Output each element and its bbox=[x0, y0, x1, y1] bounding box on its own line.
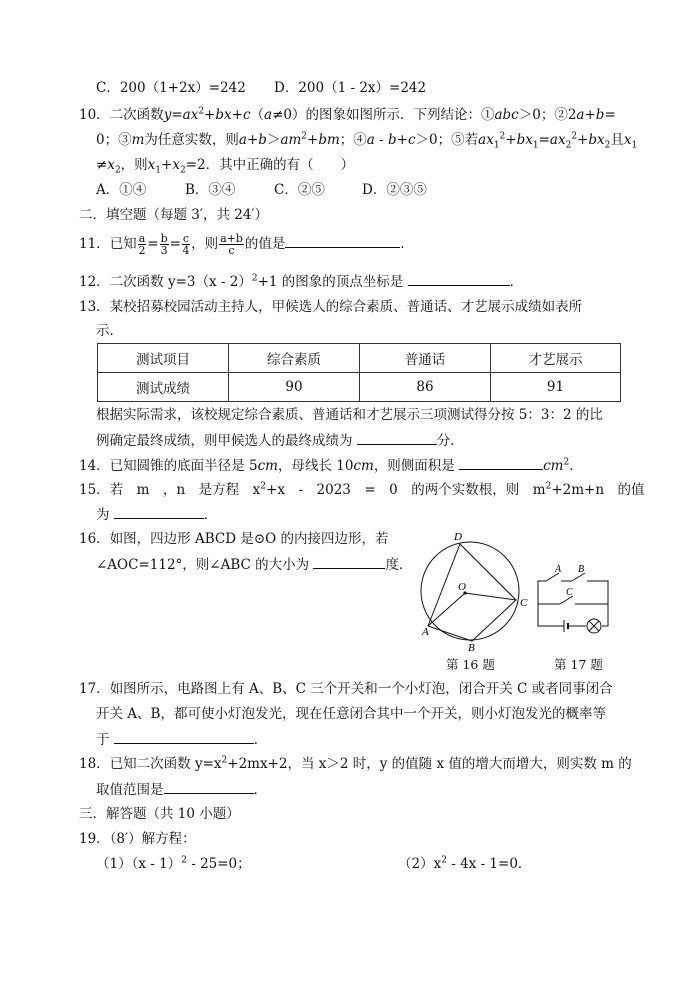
section-3-title: 三．解答题（共 10 小题） bbox=[79, 806, 240, 822]
q18-line2: 取值范围是 ． bbox=[96, 782, 267, 798]
table-cell: 90 bbox=[229, 373, 360, 402]
table-cell: 91 bbox=[491, 373, 621, 402]
fraction-b-3: $\frac{b}{3}$ bbox=[160, 232, 168, 257]
q10-line1: 10．二次函数$y=ax^2+bx+c(a\ne 0)$的图象如图所示．下列结论：①abc＞0；②2a+b= bbox=[79, 106, 616, 123]
figure-16-caption: 第 16 题 bbox=[446, 657, 495, 672]
q13-line2: 示． bbox=[96, 323, 123, 339]
label-c: C bbox=[520, 597, 528, 609]
fraction-c-4: $\frac{c}{4}$ bbox=[182, 232, 190, 257]
q9-option-c: C．200（1+2x）=242 bbox=[96, 80, 246, 96]
fraction-ab-c: $\frac{a+b}{c}$ bbox=[220, 232, 243, 257]
label-b: B bbox=[578, 564, 585, 575]
circle-o bbox=[421, 542, 519, 640]
table-row bbox=[98, 373, 621, 402]
q10-option-d: D．②③⑤ bbox=[362, 182, 427, 198]
segment-oa bbox=[428, 593, 465, 626]
q13-after-line1: 根据实际需求，该校规定综合素质、普通话和才艺展示三项测试得分按 5：3：2 的比 bbox=[96, 407, 603, 423]
q9-option-d: D．200（1 - 2x）=242 bbox=[274, 80, 427, 96]
q12-answer-blank[interactable] bbox=[408, 272, 510, 286]
score-table bbox=[97, 343, 621, 402]
figure-17-caption: 第 17 题 bbox=[554, 657, 603, 672]
q18-line1: 18．已知二次函数 $y=x^2+2mx+2$，当 x＞2 时，y 的值随 x 值的增大而增大，则实数 m 的 bbox=[79, 755, 632, 772]
quadrilateral-abcd bbox=[428, 544, 516, 641]
label-b: B bbox=[468, 642, 475, 652]
q11-line: 11．已知 $\frac{a}{2}$ = $\frac{b}{3}$ = $\frac{c}{4}$ ，则 $\frac{a+b}{c}$ 的值是 ． bbox=[79, 232, 414, 257]
table-header-cell: 才艺展示 bbox=[491, 344, 621, 373]
q17-answer-blank[interactable] bbox=[114, 730, 254, 744]
q15-line2: 为 ． bbox=[96, 507, 218, 523]
q18-answer-blank[interactable] bbox=[164, 780, 254, 794]
q10-option-b: B．③④ bbox=[185, 182, 236, 198]
q16-line2: ∠AOC=112°，则∠ABC 的大小为 度． bbox=[96, 557, 413, 573]
label-o: O bbox=[458, 581, 466, 593]
q10-option-c: C．②⑤ bbox=[274, 182, 325, 198]
wire-bottom-left bbox=[538, 604, 564, 626]
table-cell: 86 bbox=[360, 373, 491, 402]
fraction-a-2: $\frac{a}{2}$ bbox=[138, 232, 146, 257]
q13-line1: 13．某校招募校园活动主持人，甲候选人的综合素质、普通话、才艺展示成绩如表所 bbox=[79, 299, 583, 315]
q10-option-a: A．①④ bbox=[96, 182, 147, 198]
q14-answer-blank[interactable] bbox=[459, 456, 543, 470]
q11-answer-blank[interactable] bbox=[285, 234, 400, 248]
segment-oc bbox=[465, 593, 516, 600]
q17-line2: 开关 A、B，都可使小灯泡发光，现在任意闭合其中一个开关，则小灯泡发光的概率等 bbox=[96, 706, 606, 722]
figure-17-circuit-diagram bbox=[530, 564, 620, 636]
q10-line3: $\ne x_2$，则$x_1+x_2=2$．其中正确的有（ ） bbox=[96, 157, 355, 176]
figure-16-circle-diagram bbox=[408, 528, 532, 652]
q19-part1: （1）（x - 1）$^2$ - 25=0； bbox=[96, 855, 251, 872]
q15-line1: 15．若 m ，n 是方程 $x^2+x$ - 2023 = 0 的两个实数根，则 $m^2+2m+n$ 的值 bbox=[79, 481, 645, 498]
q13-after-line2: 例确定最终成绩，则甲候选人的最终成绩为 分． bbox=[96, 433, 464, 449]
q16-line1: 16．如图，四边形 ABCD 是⊙O 的内接四边形，若 bbox=[79, 531, 389, 547]
table-header-cell: 普通话 bbox=[360, 344, 491, 373]
q17-line1: 17．如图所示，电路图上有 A、B、C 三个开关和一个小灯泡，闭合开关 C 或者同事闭合 bbox=[79, 681, 613, 697]
table-header-cell: 综合素质 bbox=[229, 344, 360, 373]
q16-answer-blank[interactable] bbox=[313, 555, 385, 569]
table-cell: 测试成绩 bbox=[98, 373, 229, 402]
q14-line: 14．已知圆锥的底面半径是 5cm，母线长 10cm，则侧面积是 $cm^2$． bbox=[79, 457, 583, 474]
q15-answer-blank[interactable] bbox=[114, 505, 204, 519]
q12-line: 12．二次函数 y=3（x - 2）$^2$+1 的图象的顶点坐标是 ． bbox=[79, 273, 524, 290]
section-2-title: 二．填空题（每题 3′，共 24′） bbox=[79, 207, 268, 223]
table-row bbox=[98, 344, 621, 373]
label-a: A bbox=[422, 626, 429, 638]
q10-line2: 0；③m为任意实数，则$a+b>am^2+bm$；④a - b+c＞0；⑤若$ax_1^2+bx_1=ax_2^2+bx_2$且$x_1$ bbox=[96, 131, 638, 151]
label-a: A bbox=[555, 564, 562, 575]
circuit-top-branch bbox=[538, 581, 546, 604]
label-d: D bbox=[454, 531, 462, 543]
q13-answer-blank[interactable] bbox=[357, 431, 437, 445]
table-header-cell: 测试项目 bbox=[98, 344, 229, 373]
label-c: C bbox=[566, 587, 573, 598]
q19-head: 19．（8′）解方程： bbox=[79, 831, 196, 847]
q19-part2: $(2)x^2 - 4x - 1=0$． bbox=[398, 855, 532, 872]
q17-line3: 于 ． bbox=[96, 732, 268, 748]
